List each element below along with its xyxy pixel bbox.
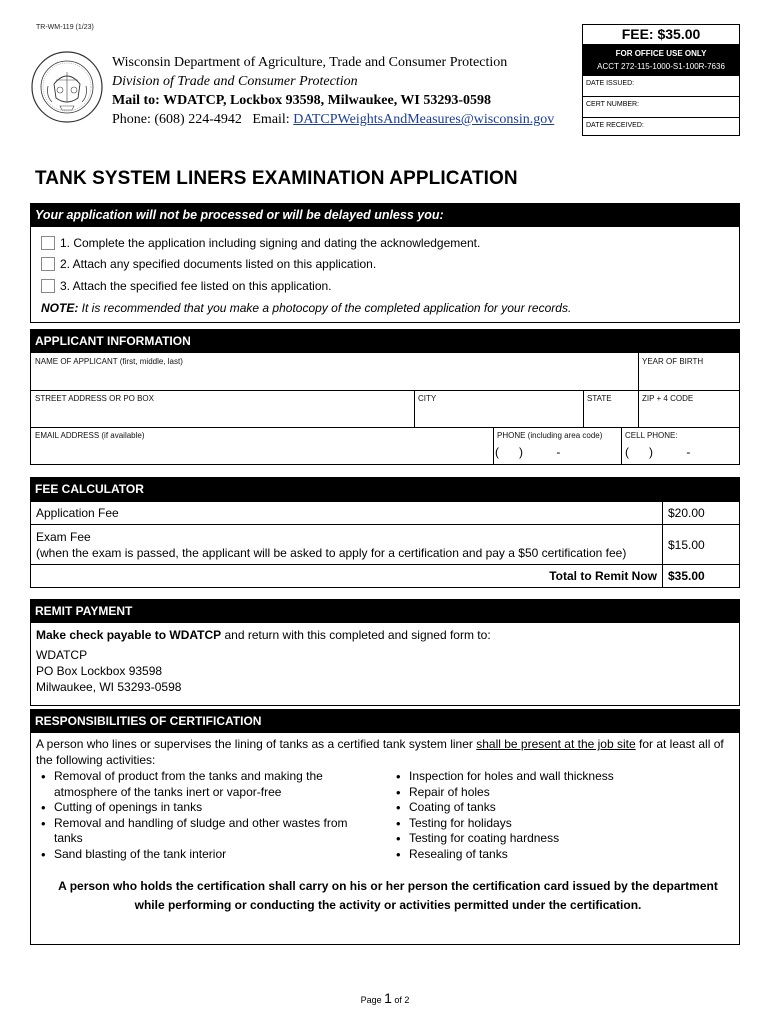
cert-number-field: CERT NUMBER:: [583, 97, 739, 118]
year-of-birth-label: YEAR OF BIRTH: [642, 357, 704, 366]
phone-text: Phone: (608) 224-4942 Email:: [112, 112, 294, 127]
state-label: STATE: [587, 394, 612, 403]
fee-amount: FEE: $35.00: [583, 25, 739, 45]
agency-header: [112, 53, 572, 129]
list-item: • Cutting of openings in tanks: [36, 800, 391, 816]
list-item: • Sand blasting of the tank interior: [36, 847, 391, 863]
remit-header: REMIT PAYMENT: [30, 599, 740, 623]
applicant-header: APPLICANT INFORMATION: [30, 329, 740, 353]
account-number: ACCT 272-115-1000-S1-100R-7636: [583, 62, 739, 76]
zip-label: ZIP + 4 CODE: [642, 394, 694, 403]
agency-name: Wisconsin Department of Agriculture, Trade and Consumer Protection: [112, 55, 508, 70]
cell-phone-label: CELL PHONE:: [625, 431, 678, 440]
city-field[interactable]: [414, 390, 582, 427]
intro-underlined: shall be present at the job site: [476, 737, 636, 751]
note-text: It is recommended that you make a photocopy of the completed application for your records.: [78, 300, 572, 315]
total-value: $35.00: [663, 565, 740, 588]
requirement-2-label: 2. Attach any specified documents listed on this application.: [60, 257, 377, 272]
form-number: TR-WM-119 (1/23): [36, 24, 94, 31]
remit-address-1: WDATCP: [36, 648, 88, 662]
requirement-1-label: 1. Complete the application including signing and dating the acknowledgement.: [60, 235, 481, 250]
phone-label: PHONE (including area code): [497, 431, 603, 440]
total-label: Total to Remit Now: [31, 565, 663, 588]
requirement-item: [41, 254, 739, 276]
activities-list-left: [36, 769, 391, 862]
page-title: TANK SYSTEM LINERS EXAMINATION APPLICATION: [35, 168, 518, 189]
list-item: • Testing for coating hardness: [391, 831, 614, 847]
date-received-field: DATE RECEIVED:: [586, 122, 644, 129]
requirement-1-checkbox[interactable]: [41, 236, 55, 250]
requirements-section: [30, 203, 740, 323]
list-item: • Testing for holidays: [391, 816, 614, 832]
remit-instructions: [36, 627, 734, 643]
table-row: [31, 502, 740, 525]
applicant-section: [30, 329, 740, 465]
list-item: • Coating of tanks: [391, 800, 614, 816]
intro-a: A person who lines or supervises the lining of tanks as a certified tank system liner: [36, 737, 477, 751]
remit-address-3: Milwaukee, WI 53293-0598: [36, 680, 182, 694]
street-address-field[interactable]: [31, 390, 411, 427]
responsibilities-header: RESPONSIBILITIES OF CERTIFICATION: [30, 709, 740, 733]
requirement-3-checkbox[interactable]: [41, 279, 55, 293]
application-fee-value: $20.00: [663, 502, 740, 525]
email-link[interactable]: DATCPWeightsAndMeasures@wisconsin.gov: [293, 112, 555, 127]
remit-return-text: and return with this completed and signed form to:: [221, 628, 491, 642]
intro-b: for at least all of the following activities:: [36, 737, 728, 767]
responsibilities-intro: [36, 737, 734, 768]
fee-calculator-section: [30, 477, 740, 588]
mail-to: Mail to: WDATCP, Lockbox 93598, Milwaukee, WI 53293-0598: [112, 93, 492, 108]
year-of-birth-field[interactable]: [638, 353, 738, 390]
exam-fee-cell: [31, 525, 663, 565]
state-seal-logo: [30, 50, 104, 124]
exam-fee-note: (when the exam is passed, the applicant will be asked to apply for a certification and pay a $50 certification fee): [36, 545, 627, 560]
current-page: 1: [384, 990, 392, 1006]
note-label: NOTE:: [41, 300, 79, 315]
contact-line: [112, 110, 572, 129]
street-address-label: STREET ADDRESS OR PO BOX: [35, 394, 154, 403]
table-row: [31, 525, 740, 565]
activities-list-right: [391, 769, 614, 862]
requirement-item: [41, 275, 739, 297]
note-line: [41, 298, 739, 318]
requirement-item: [41, 232, 739, 254]
exam-fee-label: Exam Fee: [36, 529, 91, 544]
agency-division: Division of Trade and Consumer Protection: [112, 74, 358, 89]
email-field[interactable]: [31, 427, 491, 464]
office-use-box: [582, 24, 740, 136]
phone-mask: ( ) -: [495, 445, 561, 459]
applicant-name-label: NAME OF APPLICANT (first, middle, last): [35, 357, 183, 366]
state-field[interactable]: [583, 390, 637, 427]
remit-payable: Make check payable to WDATCP: [36, 628, 222, 642]
requirement-3-label: 3. Attach the specified fee listed on this application.: [60, 278, 332, 293]
zip-field[interactable]: [638, 390, 738, 427]
list-item: • Resealing of tanks: [391, 847, 614, 863]
fee-table: [30, 501, 740, 588]
page-total: of 2: [391, 995, 410, 1005]
table-row: [31, 565, 740, 588]
fee-calculator-header: FEE CALCULATOR: [30, 477, 740, 501]
remit-payment-section: [30, 599, 740, 706]
remit-address-2: PO Box Lockbox 93598: [36, 664, 163, 678]
requirement-2-checkbox[interactable]: [41, 257, 55, 271]
city-label: CITY: [418, 394, 437, 403]
certification-card-notice: A person who holds the certification shall carry on his or her person the certification card issued by the department while performing or conducting the activity or activities permitted under the certification.: [58, 879, 718, 912]
application-fee-label: Application Fee: [31, 502, 663, 525]
list-item: • Inspection for holes and wall thickness: [391, 769, 614, 785]
responsibilities-section: [30, 709, 740, 945]
office-use-label: FOR OFFICE USE ONLY: [583, 45, 739, 62]
cell-phone-mask: ( ) -: [625, 445, 691, 459]
list-item: • Repair of holes: [391, 785, 614, 801]
list-item: • Removal of product from the tanks and making the atmosphere of the tanks inert or vapor-free: [36, 769, 366, 800]
requirements-header: Your application will not be processed or will be delayed unless you:: [30, 203, 740, 227]
email-label: EMAIL ADDRESS (if available): [35, 431, 145, 440]
date-issued-field: DATE ISSUED:: [583, 76, 739, 97]
exam-fee-value: $15.00: [663, 525, 740, 565]
applicant-name-field[interactable]: [31, 353, 631, 390]
list-item: • Removal and handling of sludge and other wastes from tanks: [36, 816, 371, 847]
page-number: [0, 990, 770, 1006]
page-word: Page: [360, 995, 385, 1005]
